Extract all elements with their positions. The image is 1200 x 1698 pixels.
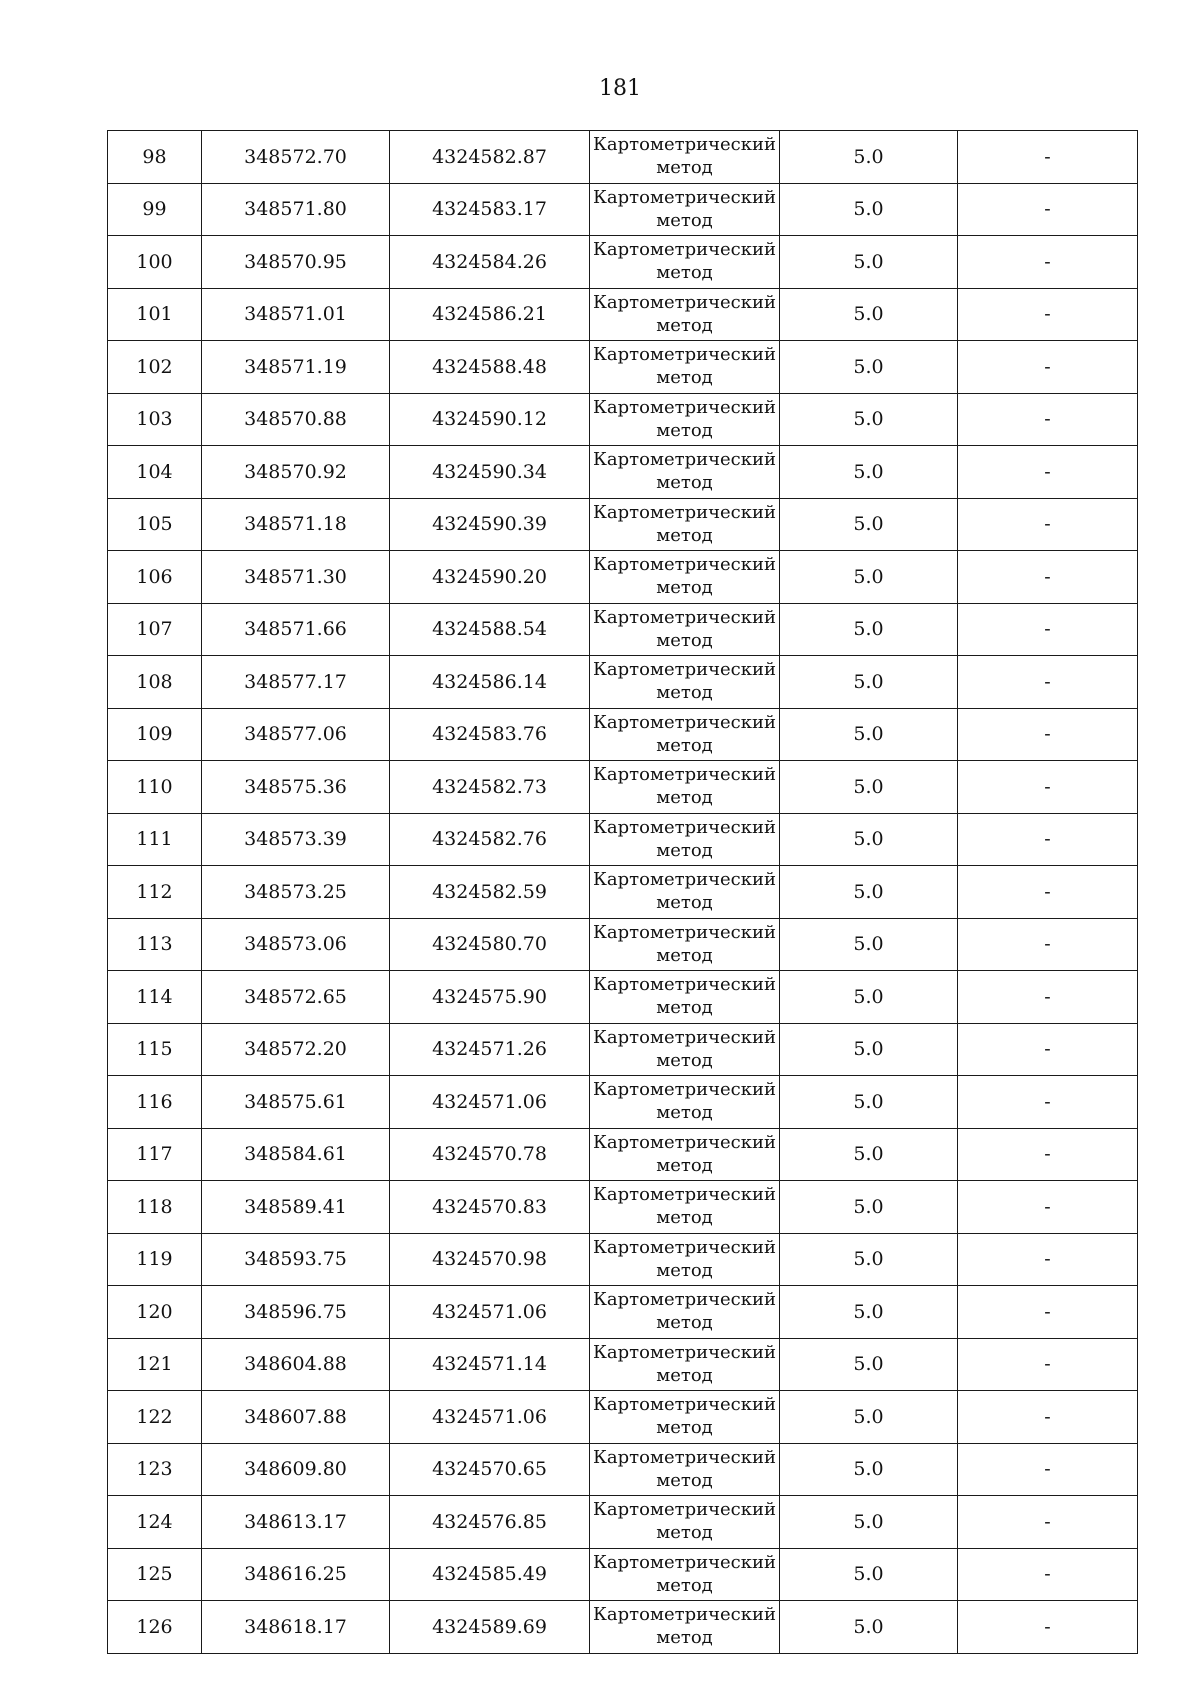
x-coordinate-cell: 348571.30 — [202, 551, 390, 604]
note-cell: - — [958, 1286, 1138, 1339]
table-row — [108, 446, 1138, 499]
x-coordinate-cell: 348596.75 — [202, 1286, 390, 1339]
method-line-1: Картометрический — [593, 1499, 776, 1520]
table-row — [108, 236, 1138, 289]
method-cell — [590, 183, 780, 236]
point-number-cell: 111 — [108, 813, 202, 866]
method-line-1: Картометрический — [593, 974, 776, 995]
point-number-cell: 108 — [108, 656, 202, 709]
table-body — [108, 131, 1138, 1654]
method-line-2: метод — [656, 1364, 713, 1386]
y-coordinate-cell: 4324586.14 — [390, 656, 590, 709]
point-number-cell: 100 — [108, 236, 202, 289]
x-coordinate-cell: 348570.95 — [202, 236, 390, 289]
y-coordinate-cell: 4324571.26 — [390, 1023, 590, 1076]
accuracy-cell: 5.0 — [780, 1496, 958, 1549]
y-coordinate-cell: 4324575.90 — [390, 971, 590, 1024]
accuracy-cell: 5.0 — [780, 813, 958, 866]
point-number-cell: 106 — [108, 551, 202, 604]
note-cell: - — [958, 183, 1138, 236]
method-line-2: метод — [656, 1469, 713, 1491]
accuracy-cell: 5.0 — [780, 656, 958, 709]
method-cell — [590, 1233, 780, 1286]
accuracy-cell: 5.0 — [780, 551, 958, 604]
point-number-cell: 102 — [108, 341, 202, 394]
point-number-cell: 115 — [108, 1023, 202, 1076]
table-row — [108, 708, 1138, 761]
note-cell: - — [958, 341, 1138, 394]
point-number-cell: 99 — [108, 183, 202, 236]
x-coordinate-cell: 348589.41 — [202, 1181, 390, 1234]
accuracy-cell: 5.0 — [780, 341, 958, 394]
table-row — [108, 288, 1138, 341]
method-line-2: метод — [656, 1417, 713, 1438]
table-row — [108, 761, 1138, 814]
y-coordinate-cell: 4324582.59 — [390, 866, 590, 919]
method-line-1: Картометрический — [593, 449, 776, 470]
y-coordinate-cell: 4324584.26 — [390, 236, 590, 289]
method-line-1: Картометрический — [593, 1394, 776, 1415]
method-line-1: Картометрический — [593, 1184, 776, 1205]
table-row — [108, 393, 1138, 446]
method-line-2: метод — [656, 314, 713, 336]
method-line-2: метод — [656, 839, 713, 861]
method-line-1: Картометрический — [593, 1551, 776, 1573]
accuracy-cell: 5.0 — [780, 1181, 958, 1234]
method-line-1: Картометрический — [593, 1289, 776, 1310]
y-coordinate-cell: 4324583.76 — [390, 708, 590, 761]
method-line-2: метод — [656, 524, 713, 546]
note-cell: - — [958, 603, 1138, 656]
y-coordinate-cell: 4324590.20 — [390, 551, 590, 604]
method-cell — [590, 918, 780, 971]
y-coordinate-cell: 4324590.34 — [390, 446, 590, 499]
y-coordinate-cell: 4324588.54 — [390, 603, 590, 656]
method-cell — [590, 708, 780, 761]
point-number-cell: 117 — [108, 1128, 202, 1181]
table-row — [108, 813, 1138, 866]
method-line-1: Картометрический — [593, 186, 776, 208]
method-line-1: Картометрический — [593, 396, 776, 418]
x-coordinate-cell: 348571.80 — [202, 183, 390, 236]
note-cell: - — [958, 866, 1138, 919]
x-coordinate-cell: 348571.66 — [202, 603, 390, 656]
accuracy-cell: 5.0 — [780, 498, 958, 551]
method-cell — [590, 1548, 780, 1601]
method-line-1: Картометрический — [593, 869, 776, 890]
point-number-cell: 113 — [108, 918, 202, 971]
point-number-cell: 103 — [108, 393, 202, 446]
y-coordinate-cell: 4324582.73 — [390, 761, 590, 814]
table-row — [108, 1338, 1138, 1391]
method-line-1: Картометрический — [593, 134, 776, 155]
note-cell: - — [958, 1181, 1138, 1234]
y-coordinate-cell: 4324580.70 — [390, 918, 590, 971]
accuracy-cell: 5.0 — [780, 1391, 958, 1444]
note-cell: - — [958, 236, 1138, 289]
table-row — [108, 971, 1138, 1024]
note-cell: - — [958, 813, 1138, 866]
method-line-2: метод — [656, 1154, 713, 1176]
accuracy-cell: 5.0 — [780, 131, 958, 184]
x-coordinate-cell: 348584.61 — [202, 1128, 390, 1181]
note-cell: - — [958, 1023, 1138, 1076]
method-cell — [590, 1181, 780, 1234]
accuracy-cell: 5.0 — [780, 1128, 958, 1181]
point-number-cell: 105 — [108, 498, 202, 551]
point-number-cell: 124 — [108, 1496, 202, 1549]
table-row — [108, 1496, 1138, 1549]
method-cell — [590, 446, 780, 499]
note-cell: - — [958, 1076, 1138, 1129]
method-line-1: Картометрический — [593, 816, 776, 838]
y-coordinate-cell: 4324571.06 — [390, 1391, 590, 1444]
accuracy-cell: 5.0 — [780, 1601, 958, 1654]
method-line-2: метод — [656, 734, 713, 756]
method-line-1: Картометрический — [593, 1236, 776, 1258]
method-cell — [590, 971, 780, 1024]
note-cell: - — [958, 708, 1138, 761]
method-line-2: метод — [656, 472, 713, 493]
table-row — [108, 1128, 1138, 1181]
x-coordinate-cell: 348570.88 — [202, 393, 390, 446]
accuracy-cell: 5.0 — [780, 1548, 958, 1601]
method-line-2: метод — [656, 944, 713, 966]
accuracy-cell: 5.0 — [780, 183, 958, 236]
method-line-2: метод — [656, 682, 713, 703]
y-coordinate-cell: 4324589.69 — [390, 1601, 590, 1654]
method-line-2: метод — [656, 367, 713, 388]
x-coordinate-cell: 348573.25 — [202, 866, 390, 919]
table-row — [108, 1286, 1138, 1339]
table-row — [108, 866, 1138, 919]
method-line-2: метод — [656, 1102, 713, 1123]
x-coordinate-cell: 348575.36 — [202, 761, 390, 814]
y-coordinate-cell: 4324571.06 — [390, 1076, 590, 1129]
method-line-1: Картометрический — [593, 1026, 776, 1048]
method-cell — [590, 1391, 780, 1444]
method-line-1: Картометрический — [593, 921, 776, 943]
point-number-cell: 119 — [108, 1233, 202, 1286]
method-cell — [590, 1286, 780, 1339]
point-number-cell: 120 — [108, 1286, 202, 1339]
method-line-2: метод — [656, 209, 713, 231]
method-cell — [590, 1601, 780, 1654]
method-cell — [590, 1496, 780, 1549]
method-line-1: Картометрический — [593, 1131, 776, 1153]
method-line-1: Картометрический — [593, 606, 776, 628]
y-coordinate-cell: 4324571.06 — [390, 1286, 590, 1339]
x-coordinate-cell: 348577.06 — [202, 708, 390, 761]
coordinates-table — [107, 130, 1138, 1654]
point-number-cell: 107 — [108, 603, 202, 656]
table-row — [108, 1548, 1138, 1601]
note-cell: - — [958, 1601, 1138, 1654]
method-cell — [590, 813, 780, 866]
note-cell: - — [958, 1391, 1138, 1444]
y-coordinate-cell: 4324570.83 — [390, 1181, 590, 1234]
note-cell: - — [958, 1128, 1138, 1181]
point-number-cell: 104 — [108, 446, 202, 499]
method-line-2: метод — [656, 1522, 713, 1543]
accuracy-cell: 5.0 — [780, 393, 958, 446]
method-line-1: Картометрический — [593, 1079, 776, 1100]
y-coordinate-cell: 4324585.49 — [390, 1548, 590, 1601]
table-row — [108, 1233, 1138, 1286]
point-number-cell: 123 — [108, 1443, 202, 1496]
y-coordinate-cell: 4324588.48 — [390, 341, 590, 394]
method-line-1: Картометрический — [593, 239, 776, 260]
method-cell — [590, 866, 780, 919]
method-line-2: метод — [656, 1312, 713, 1333]
x-coordinate-cell: 348573.39 — [202, 813, 390, 866]
y-coordinate-cell: 4324576.85 — [390, 1496, 590, 1549]
table-row — [108, 603, 1138, 656]
accuracy-cell: 5.0 — [780, 446, 958, 499]
method-cell — [590, 131, 780, 184]
method-line-1: Картометрический — [593, 501, 776, 523]
method-cell — [590, 393, 780, 446]
note-cell: - — [958, 761, 1138, 814]
x-coordinate-cell: 348573.06 — [202, 918, 390, 971]
x-coordinate-cell: 348571.01 — [202, 288, 390, 341]
method-line-2: метод — [656, 157, 713, 178]
note-cell: - — [958, 918, 1138, 971]
accuracy-cell: 5.0 — [780, 1286, 958, 1339]
accuracy-cell: 5.0 — [780, 1076, 958, 1129]
method-line-2: метод — [656, 997, 713, 1018]
point-number-cell: 116 — [108, 1076, 202, 1129]
method-cell — [590, 236, 780, 289]
accuracy-cell: 5.0 — [780, 236, 958, 289]
accuracy-cell: 5.0 — [780, 1443, 958, 1496]
point-number-cell: 118 — [108, 1181, 202, 1234]
x-coordinate-cell: 348577.17 — [202, 656, 390, 709]
y-coordinate-cell: 4324583.17 — [390, 183, 590, 236]
y-coordinate-cell: 4324582.76 — [390, 813, 590, 866]
method-line-1: Картометрический — [593, 1446, 776, 1468]
note-cell: - — [958, 446, 1138, 499]
table-row — [108, 1076, 1138, 1129]
table-row — [108, 656, 1138, 709]
x-coordinate-cell: 348593.75 — [202, 1233, 390, 1286]
method-line-2: метод — [656, 1049, 713, 1071]
table-row — [108, 183, 1138, 236]
method-line-1: Картометрический — [593, 1341, 776, 1363]
accuracy-cell: 5.0 — [780, 1023, 958, 1076]
table-row — [108, 498, 1138, 551]
point-number-cell: 101 — [108, 288, 202, 341]
y-coordinate-cell: 4324570.98 — [390, 1233, 590, 1286]
note-cell: - — [958, 1233, 1138, 1286]
note-cell: - — [958, 131, 1138, 184]
method-cell — [590, 1443, 780, 1496]
method-cell — [590, 498, 780, 551]
accuracy-cell: 5.0 — [780, 1233, 958, 1286]
x-coordinate-cell: 348607.88 — [202, 1391, 390, 1444]
method-line-1: Картометрический — [593, 659, 776, 680]
y-coordinate-cell: 4324590.39 — [390, 498, 590, 551]
method-line-1: Картометрический — [593, 344, 776, 365]
y-coordinate-cell: 4324570.65 — [390, 1443, 590, 1496]
note-cell: - — [958, 1338, 1138, 1391]
table-row — [108, 551, 1138, 604]
accuracy-cell: 5.0 — [780, 866, 958, 919]
point-number-cell: 109 — [108, 708, 202, 761]
method-cell — [590, 603, 780, 656]
point-number-cell: 121 — [108, 1338, 202, 1391]
note-cell: - — [958, 1548, 1138, 1601]
x-coordinate-cell: 348572.20 — [202, 1023, 390, 1076]
accuracy-cell: 5.0 — [780, 708, 958, 761]
point-number-cell: 112 — [108, 866, 202, 919]
method-line-1: Картометрический — [593, 711, 776, 733]
table-row — [108, 1601, 1138, 1654]
table-row — [108, 1443, 1138, 1496]
accuracy-cell: 5.0 — [780, 918, 958, 971]
point-number-cell: 110 — [108, 761, 202, 814]
y-coordinate-cell: 4324571.14 — [390, 1338, 590, 1391]
x-coordinate-cell: 348572.70 — [202, 131, 390, 184]
x-coordinate-cell: 348609.80 — [202, 1443, 390, 1496]
accuracy-cell: 5.0 — [780, 761, 958, 814]
method-cell — [590, 1128, 780, 1181]
method-line-1: Картометрический — [593, 764, 776, 785]
point-number-cell: 122 — [108, 1391, 202, 1444]
table-row — [108, 1023, 1138, 1076]
page-number: 181 — [599, 76, 641, 101]
method-cell — [590, 341, 780, 394]
x-coordinate-cell: 348575.61 — [202, 1076, 390, 1129]
method-cell — [590, 551, 780, 604]
method-cell — [590, 288, 780, 341]
method-line-2: метод — [656, 262, 713, 283]
method-cell — [590, 1076, 780, 1129]
x-coordinate-cell: 348618.17 — [202, 1601, 390, 1654]
note-cell: - — [958, 498, 1138, 551]
note-cell: - — [958, 551, 1138, 604]
point-number-cell: 114 — [108, 971, 202, 1024]
y-coordinate-cell: 4324582.87 — [390, 131, 590, 184]
table-row — [108, 1181, 1138, 1234]
x-coordinate-cell: 348571.19 — [202, 341, 390, 394]
method-cell — [590, 1023, 780, 1076]
table-row — [108, 131, 1138, 184]
method-line-2: метод — [656, 787, 713, 808]
method-line-2: метод — [656, 419, 713, 441]
x-coordinate-cell: 348571.18 — [202, 498, 390, 551]
x-coordinate-cell: 348613.17 — [202, 1496, 390, 1549]
x-coordinate-cell: 348616.25 — [202, 1548, 390, 1601]
x-coordinate-cell: 348572.65 — [202, 971, 390, 1024]
y-coordinate-cell: 4324590.12 — [390, 393, 590, 446]
table-row — [108, 1391, 1138, 1444]
table-row — [108, 918, 1138, 971]
point-number-cell: 126 — [108, 1601, 202, 1654]
note-cell: - — [958, 288, 1138, 341]
accuracy-cell: 5.0 — [780, 971, 958, 1024]
method-line-2: метод — [656, 892, 713, 913]
method-cell — [590, 1338, 780, 1391]
method-line-2: метод — [656, 1574, 713, 1596]
method-line-1: Картометрический — [593, 1604, 776, 1625]
method-cell — [590, 761, 780, 814]
note-cell: - — [958, 971, 1138, 1024]
x-coordinate-cell: 348604.88 — [202, 1338, 390, 1391]
method-line-1: Картометрический — [593, 291, 776, 313]
method-cell — [590, 656, 780, 709]
method-line-2: метод — [656, 1207, 713, 1228]
method-line-2: метод — [656, 629, 713, 651]
method-line-2: метод — [656, 577, 713, 598]
accuracy-cell: 5.0 — [780, 603, 958, 656]
table-row — [108, 341, 1138, 394]
point-number-cell: 125 — [108, 1548, 202, 1601]
point-number-cell: 98 — [108, 131, 202, 184]
note-cell: - — [958, 1443, 1138, 1496]
note-cell: - — [958, 1496, 1138, 1549]
accuracy-cell: 5.0 — [780, 288, 958, 341]
y-coordinate-cell: 4324570.78 — [390, 1128, 590, 1181]
x-coordinate-cell: 348570.92 — [202, 446, 390, 499]
method-line-1: Картометрический — [593, 554, 776, 575]
note-cell: - — [958, 393, 1138, 446]
accuracy-cell: 5.0 — [780, 1338, 958, 1391]
method-line-2: метод — [656, 1627, 713, 1648]
y-coordinate-cell: 4324586.21 — [390, 288, 590, 341]
note-cell: - — [958, 656, 1138, 709]
method-line-2: метод — [656, 1259, 713, 1281]
